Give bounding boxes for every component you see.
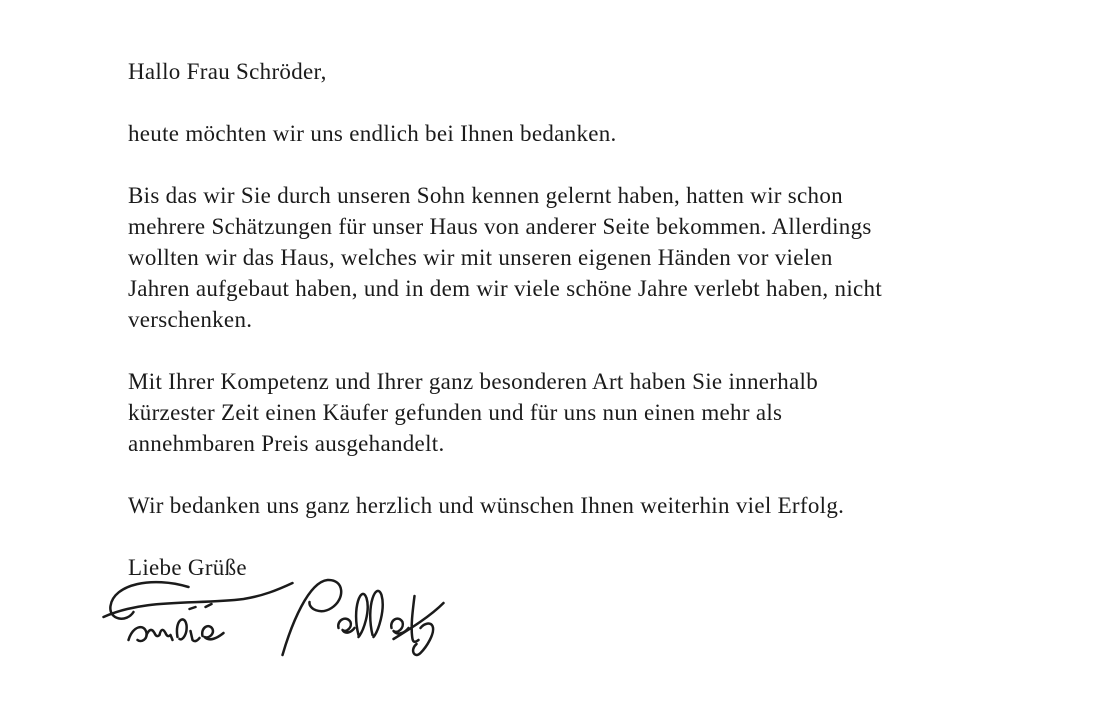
paragraph-house-story: [128, 180, 1028, 335]
paragraph-line: mehrere Schätzungen für unser Haus von anderer Seite bekommen. Allerdings: [128, 214, 872, 239]
paragraph-line: verschenken.: [128, 307, 253, 332]
paragraph-line: kürzester Zeit einen Käufer gefunden und für uns nun einen mehr als: [128, 400, 783, 425]
paragraph-farewell-thanks: [128, 490, 1028, 521]
paragraph-competence: [128, 366, 1028, 459]
handwritten-signature: [98, 576, 448, 664]
letter-body: [128, 56, 1028, 614]
paragraph-line: Jahren aufgebaut haben, und in dem wir viele schöne Jahre verlebt haben, nicht: [128, 276, 883, 301]
paragraph-thanks: [128, 118, 1028, 149]
salutation: [128, 56, 1028, 87]
closing-text: Liebe Grüße: [128, 555, 247, 580]
paragraph-line: Bis das wir Sie durch unseren Sohn kennen gelernt haben, hatten wir schon: [128, 183, 843, 208]
paragraph-line: Mit Ihrer Kompetenz und Ihrer ganz besonderen Art haben Sie innerhalb: [128, 369, 819, 394]
signature-image: [98, 576, 448, 664]
paragraph-line: wollten wir das Haus, welches wir mit unseren eigenen Händen vor vielen: [128, 245, 833, 270]
paragraph-line: Wir bedanken uns ganz herzlich und wünschen Ihnen weiterhin viel Erfolg.: [128, 493, 845, 518]
paragraph-line: annehmbaren Preis ausgehandelt.: [128, 431, 445, 456]
paragraph-line: heute möchten wir uns endlich bei Ihnen bedanken.: [128, 121, 617, 146]
salutation-text: Hallo Frau Schröder,: [128, 59, 327, 84]
